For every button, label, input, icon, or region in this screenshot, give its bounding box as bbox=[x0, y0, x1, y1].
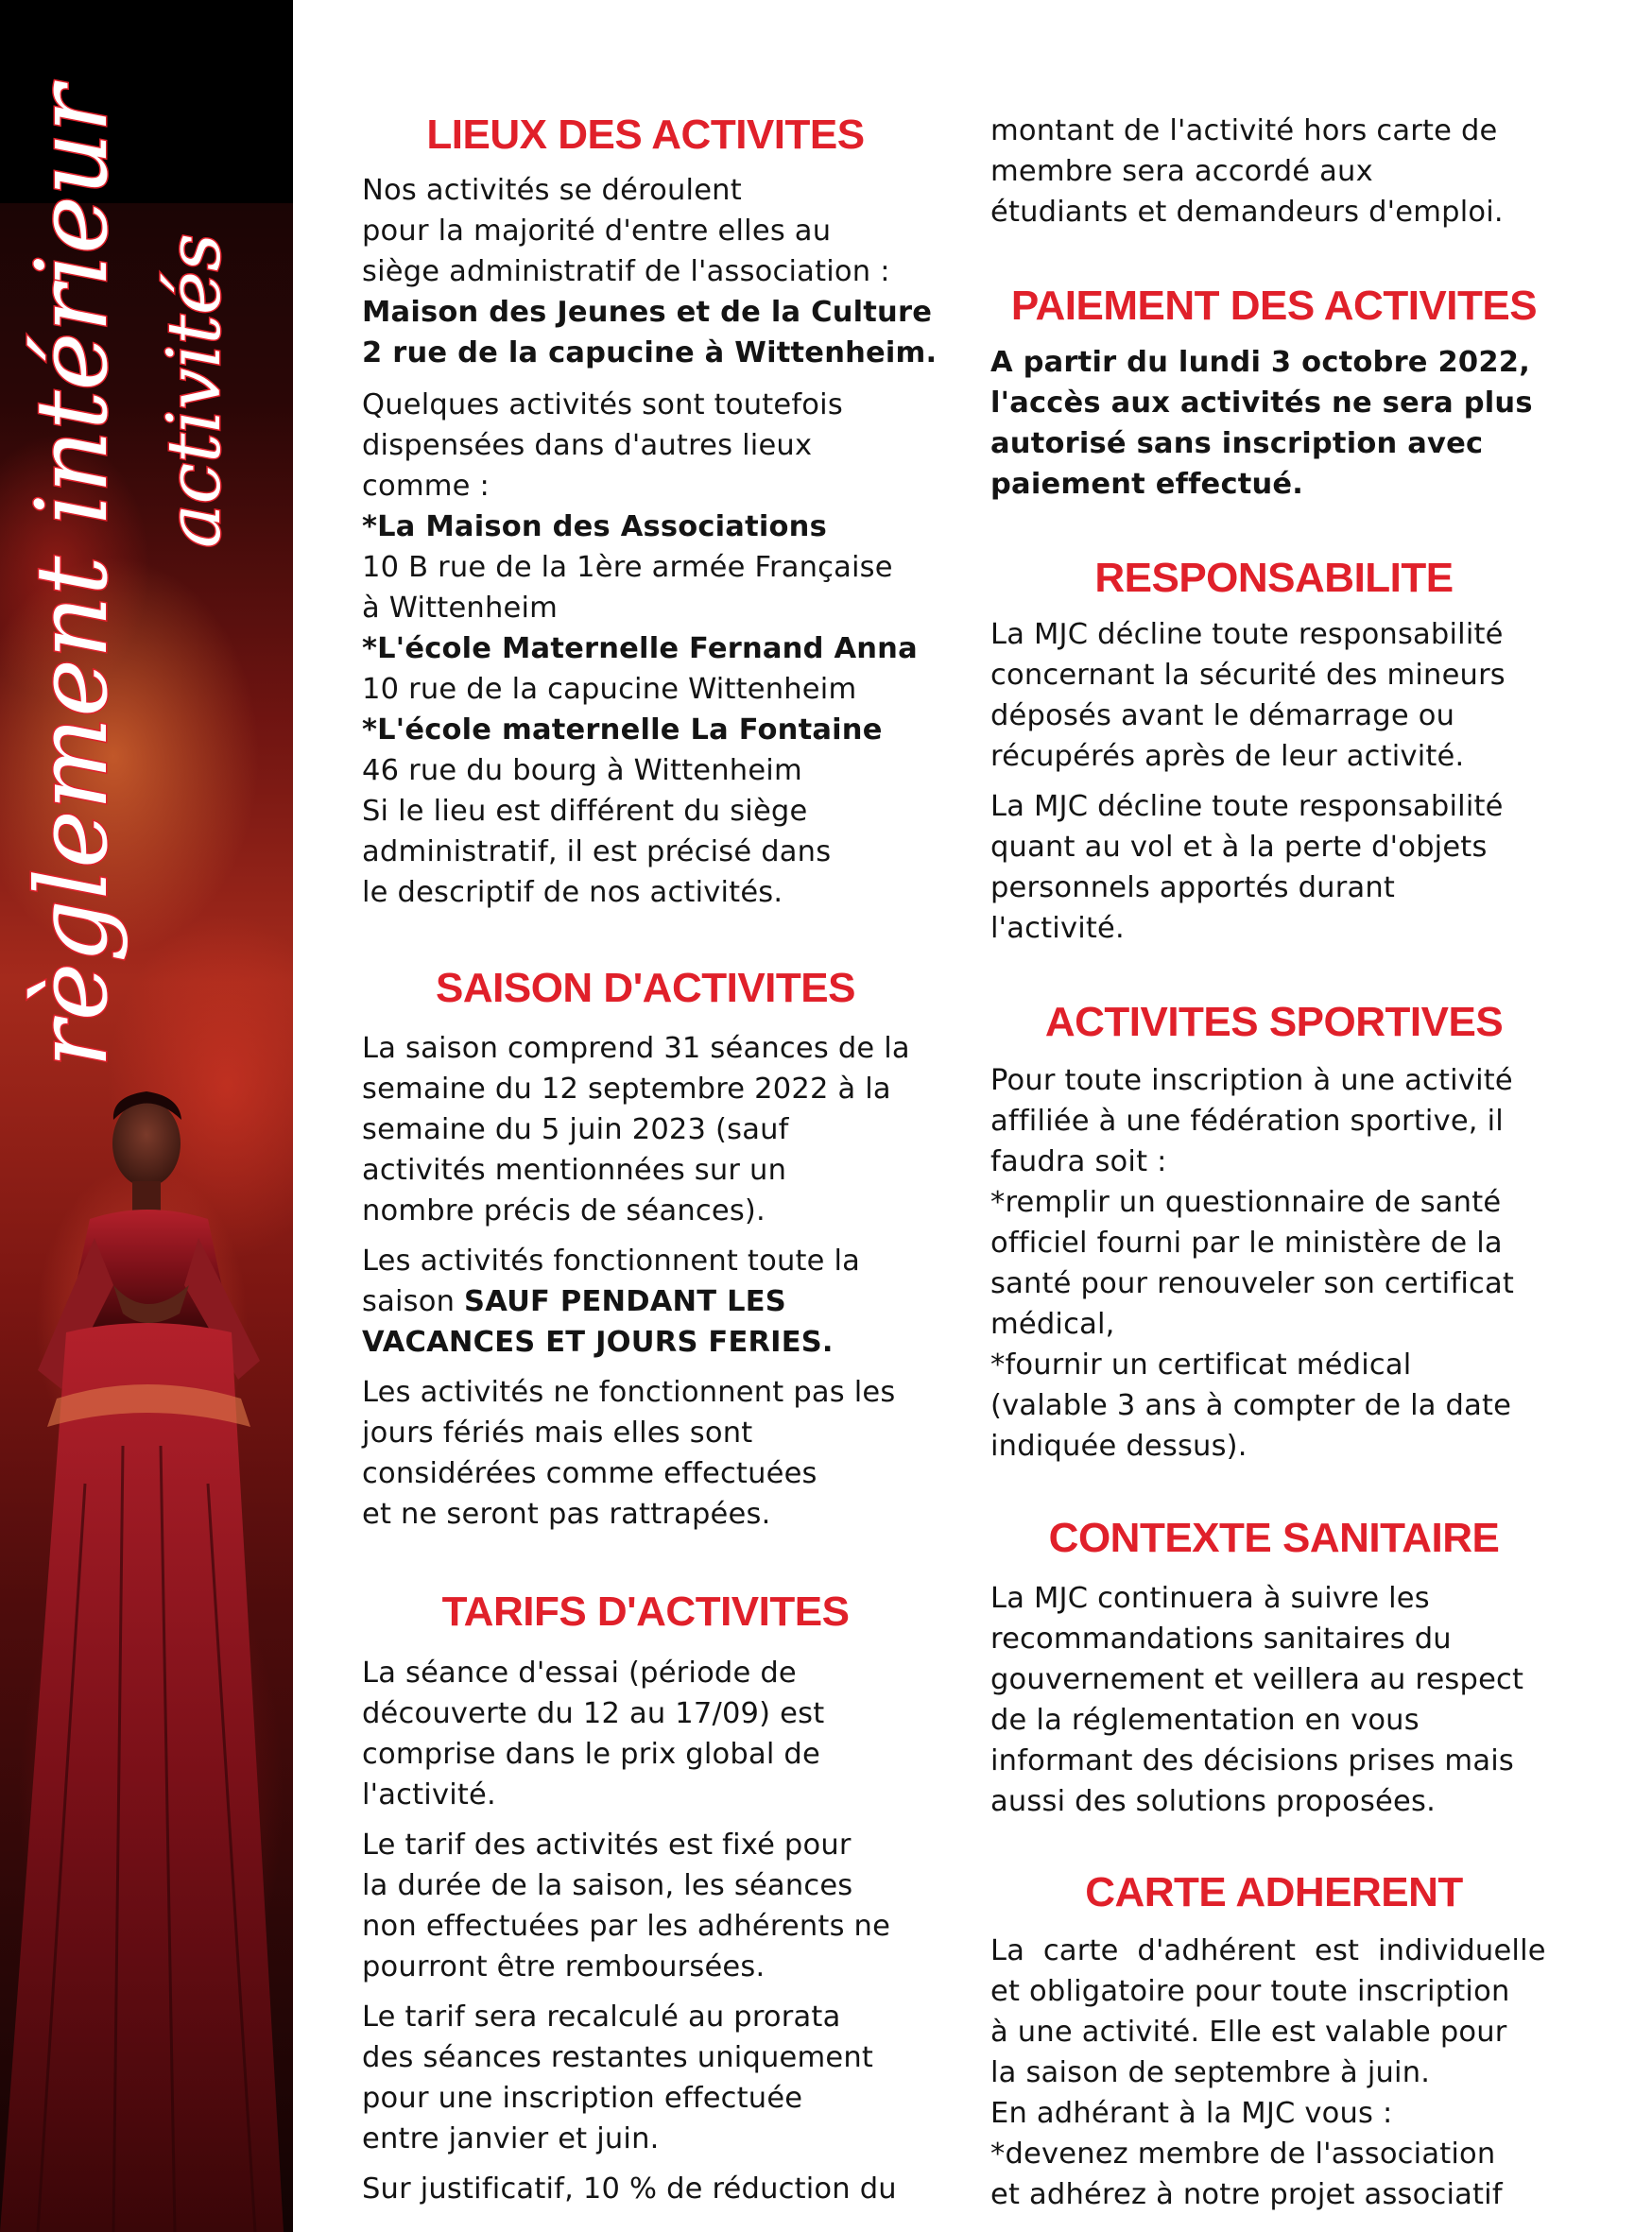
heading-sanitaire: CONTEXTE SANITAIRE bbox=[1048, 1515, 1500, 1561]
text-line: La MJC décline toute responsabilité bbox=[990, 618, 1504, 651]
sportives-body bbox=[990, 1060, 1576, 1467]
text-line: administratif, il est précisé dans bbox=[362, 835, 832, 868]
text-line: étudiants et demandeurs d'emploi. bbox=[990, 196, 1504, 229]
text-line: siège administratif de l'association : bbox=[362, 255, 890, 288]
text-line: pour une inscription effectuée bbox=[362, 2082, 803, 2115]
text-line: *remplir un questionnaire de santé bbox=[990, 1186, 1502, 1219]
text-line: dispensées dans d'autres lieux bbox=[362, 429, 813, 462]
text-line: Le tarif sera recalculé au prorata bbox=[362, 2000, 841, 2034]
place-name: *L'école Maternelle Fernand Anna bbox=[362, 632, 918, 665]
text-line: La MJC décline toute responsabilité bbox=[990, 790, 1504, 823]
section-tarifs bbox=[362, 1588, 929, 1637]
lieux-body bbox=[362, 170, 948, 913]
text-line: déposés avant le démarrage ou bbox=[990, 699, 1455, 732]
place-address: 46 rue du bourg à Wittenheim bbox=[362, 754, 802, 787]
text-line: personnels apportés durant bbox=[990, 871, 1396, 904]
text-line: considérées comme effectuées bbox=[362, 1457, 817, 1490]
text-span: saison bbox=[362, 1285, 465, 1318]
text-line: la saison de septembre à juin. bbox=[990, 2056, 1431, 2089]
text-line: Sur justificatif, 10 % de réduction du bbox=[362, 2172, 897, 2206]
sanitaire-body bbox=[990, 1578, 1576, 1822]
place-name: *L'école maternelle La Fontaine bbox=[362, 713, 883, 747]
text-line: pour la majorité d'entre elles au bbox=[362, 215, 832, 248]
text-line: à une activité. Elle est valable pour bbox=[990, 2016, 1507, 2049]
text-line: faudra soit : bbox=[990, 1145, 1167, 1178]
place-name: *La Maison des Associations bbox=[362, 510, 827, 543]
text-line: pourront être remboursées. bbox=[362, 1950, 766, 1983]
text-line: Maison des Jeunes et de la Culture bbox=[362, 296, 933, 329]
text-line: Les activités fonctionnent toute la bbox=[362, 1245, 861, 1278]
text-line: paiement effectué. bbox=[990, 468, 1304, 501]
text-line: Nos activités se déroulent bbox=[362, 174, 742, 207]
text-line: Pour toute inscription à une activité bbox=[990, 1064, 1513, 1097]
text-line: montant de l'activité hors carte de bbox=[990, 114, 1498, 147]
text-line: jours fériés mais elles sont bbox=[362, 1416, 753, 1450]
section-responsabilite bbox=[990, 554, 1557, 603]
text-span-bold: SAUF PENDANT LES bbox=[464, 1285, 786, 1318]
responsabilite-body bbox=[990, 614, 1576, 949]
sidebar-subtitle: activités bbox=[152, 232, 237, 548]
tarifs-continued bbox=[990, 111, 1576, 232]
text-line: comme : bbox=[362, 470, 490, 503]
text-line: santé pour renouveler son certificat bbox=[990, 1267, 1515, 1300]
text-line: informant des décisions prises mais bbox=[990, 1744, 1514, 1777]
text-line: l'activité. bbox=[990, 912, 1125, 945]
text-line: La séance d'essai (période de bbox=[362, 1657, 797, 1690]
section-lieux bbox=[362, 111, 929, 160]
text-line: *fournir un certificat médical bbox=[990, 1348, 1412, 1382]
section-paiement bbox=[990, 282, 1557, 331]
heading-lieux: LIEUX DES ACTIVITES bbox=[426, 112, 865, 158]
place-address: 10 B rue de la 1ère armée Française bbox=[362, 551, 893, 584]
text-line: recommandations sanitaires du bbox=[990, 1622, 1452, 1656]
text-line: récupérés après de leur activité. bbox=[990, 740, 1465, 773]
text-line: découverte du 12 au 17/09) est bbox=[362, 1697, 825, 1730]
text-line: indiquée dessus). bbox=[990, 1430, 1248, 1463]
text-line: activités mentionnées sur un bbox=[362, 1154, 787, 1187]
text-line: affiliée à une fédération sportive, il bbox=[990, 1105, 1504, 1138]
text-line: officiel fourni par le ministère de la bbox=[990, 1227, 1503, 1260]
text-line: nombre précis de séances). bbox=[362, 1194, 766, 1228]
text-line: *devenez membre de l'association bbox=[990, 2138, 1496, 2171]
text-line: semaine du 12 septembre 2022 à la bbox=[362, 1073, 891, 1106]
dancer-illustration bbox=[0, 1087, 293, 2232]
paiement-body bbox=[990, 342, 1576, 505]
text-line: de la réglementation en vous bbox=[990, 1704, 1420, 1737]
text-line: l'activité. bbox=[362, 1778, 496, 1811]
text-line: VACANCES ET JOURS FERIES. bbox=[362, 1326, 834, 1359]
text-line: des séances restantes uniquement bbox=[362, 2041, 874, 2074]
text-line: Si le lieu est différent du siège bbox=[362, 795, 808, 828]
section-sanitaire bbox=[990, 1514, 1557, 1563]
text-line: l'accès aux activités ne sera plus bbox=[990, 386, 1533, 420]
text-line: Le tarif des activités est fixé pour bbox=[362, 1829, 852, 1862]
heading-paiement: PAIEMENT DES ACTIVITES bbox=[1010, 283, 1538, 329]
section-sportives bbox=[990, 998, 1557, 1047]
heading-saison: SAISON D'ACTIVITES bbox=[436, 965, 855, 1011]
text-line: entre janvier et juin. bbox=[362, 2122, 660, 2155]
place-address: 10 rue de la capucine Wittenheim bbox=[362, 673, 857, 706]
section-saison bbox=[362, 964, 929, 1013]
text-line: médical, bbox=[990, 1308, 1115, 1341]
text-line: gouvernement et veillera au respect bbox=[990, 1663, 1524, 1696]
vertical-title bbox=[0, 0, 293, 1087]
text-line: autorisé sans inscription avec bbox=[990, 427, 1484, 460]
heading-carte: CARTE ADHERENT bbox=[1085, 1869, 1463, 1915]
text-line: la durée de la saison, les séances bbox=[362, 1869, 853, 1902]
text-line: quant au vol et à la perte d'objets bbox=[990, 831, 1488, 864]
text-line bbox=[362, 1281, 948, 1322]
text-line: comprise dans le prix global de bbox=[362, 1738, 820, 1771]
place-address: à Wittenheim bbox=[362, 592, 559, 625]
text-line: 2 rue de la capucine à Wittenheim. bbox=[362, 336, 938, 369]
text-line: A partir du lundi 3 octobre 2022, bbox=[990, 346, 1530, 379]
text-line: et adhérez à notre projet associatif bbox=[990, 2178, 1503, 2211]
text-line: En adhérant à la MJC vous : bbox=[990, 2097, 1393, 2130]
text-line: aussi des solutions proposées. bbox=[990, 1785, 1436, 1818]
text-line: Quelques activités sont toutefois bbox=[362, 388, 843, 421]
section-carte bbox=[990, 1868, 1557, 1917]
text-line: (valable 3 ans à compter de la date bbox=[990, 1389, 1512, 1422]
sidebar-title: règlement intérieur bbox=[14, 85, 129, 1068]
saison-body bbox=[362, 1028, 948, 1535]
text-line: et ne seront pas rattrapées. bbox=[362, 1498, 771, 1531]
heading-responsabilite: RESPONSABILITE bbox=[1094, 555, 1454, 601]
text-line: le descriptif de nos activités. bbox=[362, 876, 783, 909]
text-line: non effectuées par les adhérents ne bbox=[362, 1910, 891, 1943]
tarifs-body bbox=[362, 1653, 948, 2209]
text-line: et obligatoire pour toute inscription bbox=[990, 1975, 1510, 2008]
heading-tarifs: TARIFS D'ACTIVITES bbox=[441, 1588, 850, 1635]
text-line: membre sera accordé aux bbox=[990, 155, 1373, 188]
text-line: La MJC continuera à suivre les bbox=[990, 1582, 1430, 1615]
heading-sportives: ACTIVITES SPORTIVES bbox=[1044, 999, 1504, 1045]
text-line: La saison comprend 31 séances de la bbox=[362, 1032, 910, 1065]
text-line: Les activités ne fonctionnent pas les bbox=[362, 1376, 896, 1409]
text-line: semaine du 5 juin 2023 (sauf bbox=[362, 1113, 789, 1146]
side-photo-band bbox=[0, 0, 293, 2232]
text-line: concernant la sécurité des mineurs bbox=[990, 659, 1506, 692]
carte-body bbox=[990, 1931, 1576, 2215]
text-line: La carte d'adhérent est individuelle bbox=[990, 1934, 1546, 1967]
